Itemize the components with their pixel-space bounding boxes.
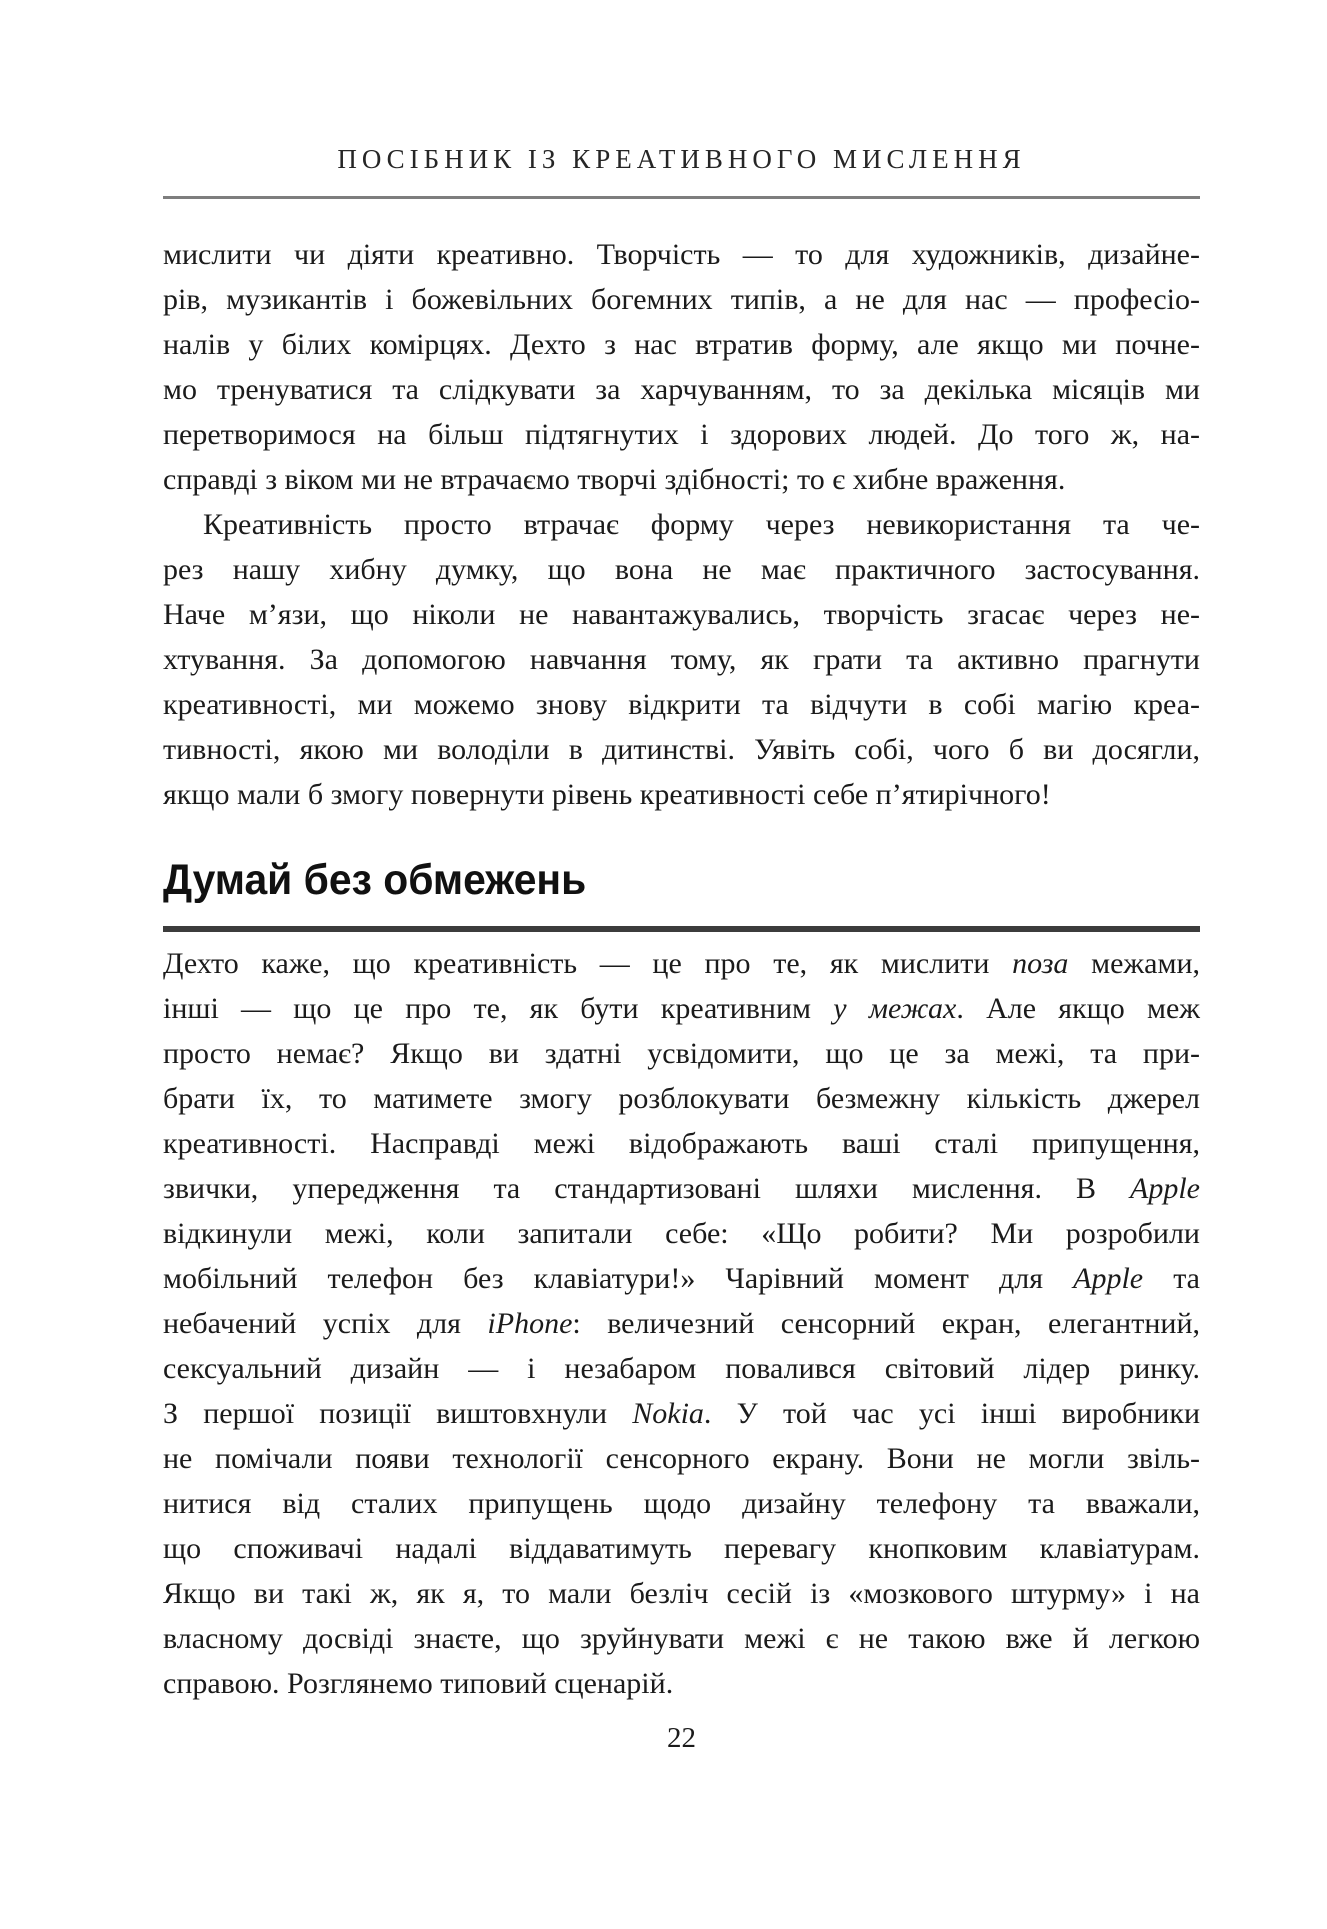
text-line: хтування. За допомогою навчання тому, як грати та активно прагнути	[163, 643, 1200, 676]
text-line: рез нашу хибну думку, що вона не має практичного застосування.	[163, 553, 1200, 586]
text-line: З першої позиції виштовхнули Nokia. У той час усі інші виробники	[163, 1397, 1200, 1430]
text-line: що споживачі надалі віддаватимуть перевагу кнопковим клавіатурам.	[163, 1532, 1200, 1565]
text-line: тивності, якою ми володіли в дитинстві. Уявіть собі, чого б ви досягли,	[163, 733, 1200, 766]
text-line: не помічали появи технології сенсорного екрану. Вони не могли звіль-	[163, 1442, 1200, 1475]
header-rule	[163, 196, 1200, 199]
text-line: Наче м’язи, що ніколи не навантажувались, творчість згасає через не-	[163, 598, 1200, 631]
text-line: якщо мали б змогу повернути рівень креативності себе п’ятирічного!	[163, 778, 1051, 811]
text-line: відкинули межі, коли запитали себе: «Що робити? Ми розробили	[163, 1217, 1200, 1250]
text-line: просто немає? Якщо ви здатні усвідомити, що це за межі, та при-	[163, 1037, 1200, 1070]
running-header: ПОСІБНИК ІЗ КРЕАТИВНОГО МИСЛЕННЯ	[337, 144, 1026, 174]
text-line: креативності. Насправді межі відображають ваші сталі припущення,	[163, 1127, 1200, 1160]
text-line: сексуальний дизайн — і незабаром повалився світовий лідер ринку.	[163, 1352, 1200, 1385]
page-number: 22	[667, 1722, 696, 1754]
text-line: Креативність просто втрачає форму через невикористання та че-	[203, 508, 1200, 541]
text-line: рів, музикантів і божевільних богемних типів, а не для нас — професіо-	[163, 283, 1200, 316]
text-line: мо тренуватися та слідкувати за харчуванням, то за декілька місяців ми	[163, 373, 1200, 406]
text-line: Якщо ви такі ж, як я, то мали безліч сесій із «мозкового штурму» і на	[163, 1577, 1200, 1610]
text-line: справді з віком ми не втрачаємо творчі здібності; то є хибне враження.	[163, 463, 1066, 496]
text-line: креативності, ми можемо знову відкрити та відчути в собі магію креа-	[163, 688, 1200, 721]
paragraph-think-without-limits	[163, 941, 1200, 1706]
text-line: справою. Розглянемо типовий сценарій.	[163, 1667, 674, 1700]
text-line: мобільний телефон без клавіатури!» Чарівний момент для Apple та	[163, 1262, 1201, 1295]
text-line: небачений успіх для iPhone: величезний сенсорний екран, елегантний,	[163, 1307, 1201, 1340]
text-line: інші — що це про те, як бути креативним у межах. Але якщо меж	[163, 992, 1201, 1025]
section-heading: Думай без обмежень	[163, 856, 587, 904]
section-heading-rule	[163, 926, 1200, 932]
text-line: брати їх, то матимете змогу розблокувати безмежну кількість джерел	[163, 1082, 1200, 1115]
text-line: звички, упередження та стандартизовані шляхи мислення. В Apple	[163, 1172, 1200, 1205]
paragraph-continuation	[163, 232, 1200, 502]
text-line: налів у білих комірцях. Дехто з нас втратив форму, але якщо ми почне-	[163, 328, 1200, 361]
text-line: власному досвіді знаєте, що зруйнувати межі є не такою вже й легкою	[163, 1622, 1200, 1655]
paragraph-creativity-shape	[163, 502, 1200, 817]
text-line: мислити чи діяти креативно. Творчість — то для художників, дизайне-	[163, 238, 1200, 271]
text-line: перетворимося на більш підтягнутих і здорових людей. До того ж, на-	[163, 418, 1200, 451]
text-line: Дехто каже, що креативність — це про те, як мислити поза межами,	[163, 947, 1201, 980]
text-line: нитися від сталих припущень щодо дизайну телефону та вважали,	[163, 1487, 1200, 1520]
